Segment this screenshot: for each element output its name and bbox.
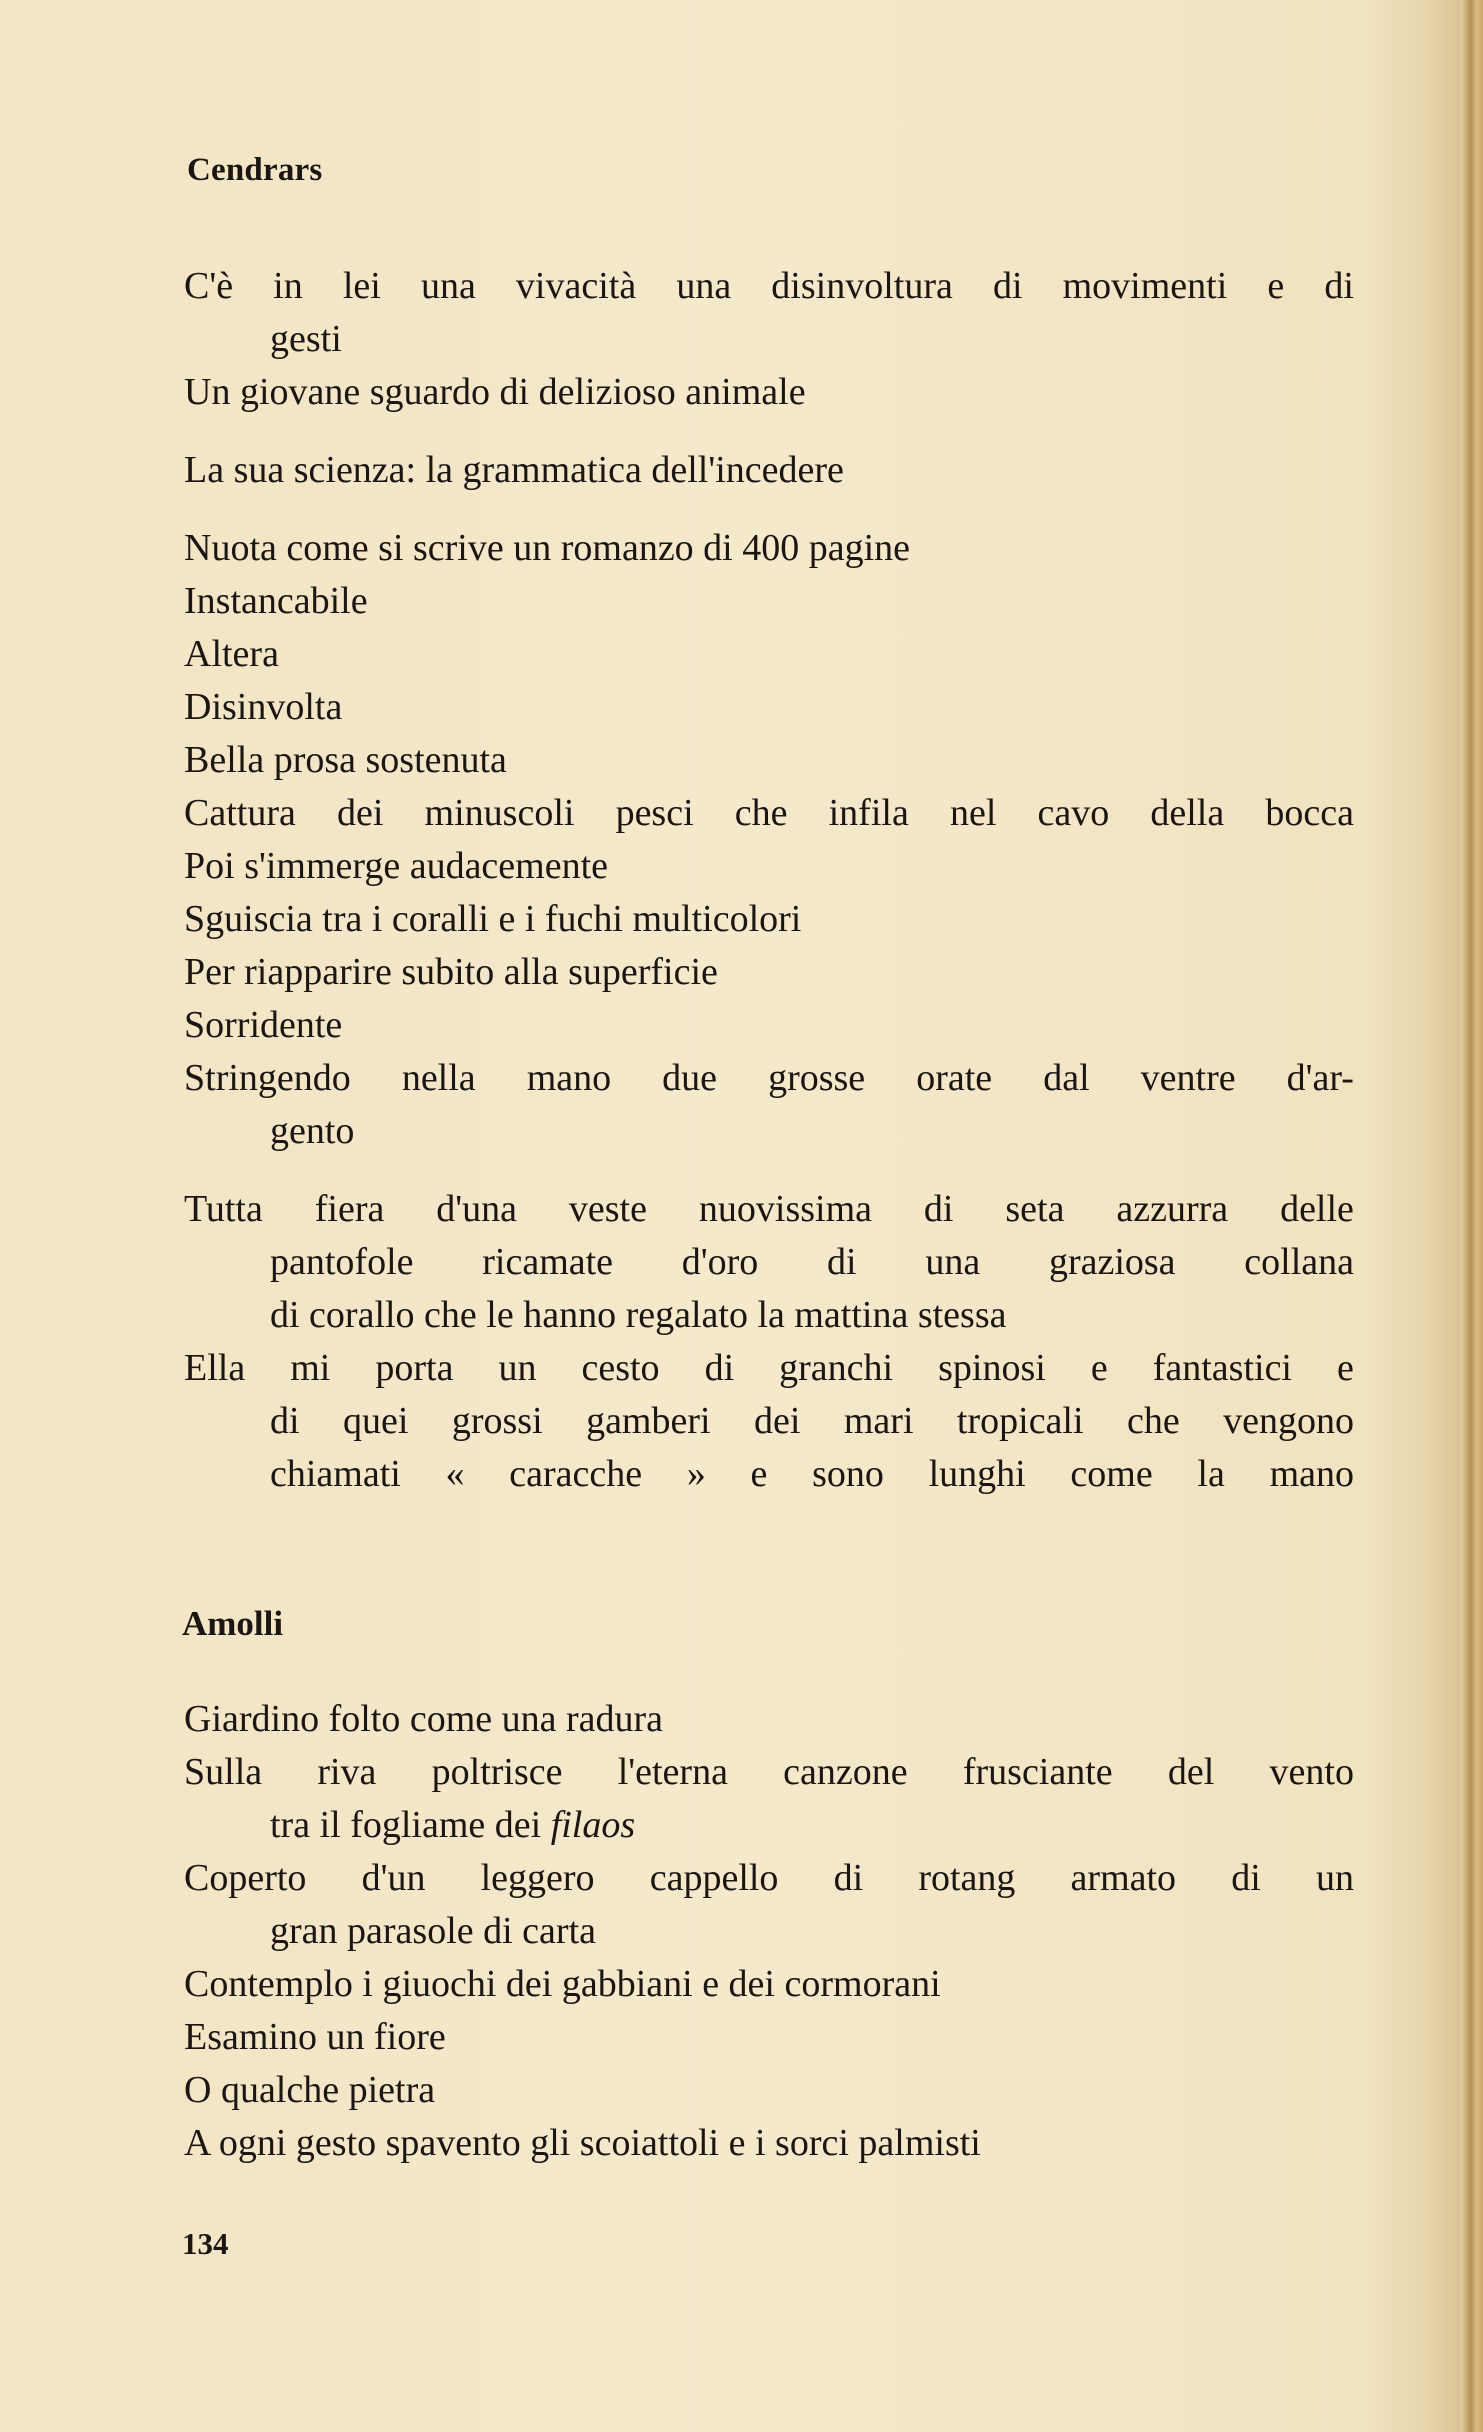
verse-text: Coperto d'un leggero cappello di rotang armato di un [184, 1857, 1354, 1899]
verse-text: Cattura dei minuscoli pesci che infila nel cavo della bocca [184, 792, 1354, 834]
verse-text: Ella mi porta un cesto di granchi spinosi e fantastici e [184, 1347, 1354, 1389]
verse-text: A ogni gesto spavento gli scoiattoli e i sorci palmisti [184, 2122, 981, 2164]
verse-text: Per riapparire subito alla superficie [184, 951, 718, 993]
verse-text: chiamati « caracche » e sono lunghi come la mano [270, 1453, 1354, 1495]
verse-text: Sulla riva poltrisce l'eterna canzone frusciante del vento [184, 1751, 1354, 1793]
verse-text: di corallo che le hanno regalato la mattina stessa [270, 1294, 1007, 1336]
verse-text: gento [270, 1110, 355, 1152]
verse-text: Giardino folto come una radura [184, 1698, 664, 1740]
page-edge [1461, 0, 1483, 2432]
verse-text: Poi s'immerge audacemente [184, 845, 609, 887]
verse-text: gran parasole di carta [270, 1910, 596, 1952]
poem-title: Amolli [182, 1604, 284, 1643]
verse-text: Un giovane sguardo di delizioso animale [184, 371, 806, 413]
verse-text: Tutta fiera d'una veste nuovissima di seta azzurra delle [184, 1188, 1354, 1230]
verse-text: Esamino un fiore [184, 2016, 446, 2058]
verse-text: Bella prosa sostenuta [184, 739, 507, 781]
verse-text-prefix: tra il fogliame dei [270, 1804, 551, 1846]
verse-text: Sguiscia tra i coralli e i fuchi multicolori [184, 898, 802, 940]
italic-word: filaos [550, 1804, 636, 1846]
verse-text [270, 1799, 635, 1852]
verse-text: Stringendo nella mano due grosse orate dal ventre d'ar- [184, 1057, 1354, 1099]
verse-text: La sua scienza: la grammatica dell'incedere [184, 449, 844, 491]
running-head: Cendrars [187, 152, 323, 188]
verse-text: Contemplo i giuochi dei gabbiani e dei cormorani [184, 1963, 941, 2005]
verse-text: Instancabile [184, 580, 368, 622]
verse-text: Nuota come si scrive un romanzo di 400 pagine [184, 527, 911, 569]
verse-text: Altera [184, 633, 279, 675]
verse-text: C'è in lei una vivacità una disinvoltura di movimenti e di [184, 265, 1354, 307]
verse-text: O qualche pietra [184, 2069, 436, 2111]
page-number: 134 [182, 2226, 229, 2261]
verse-text: di quei grossi gamberi dei mari tropicali che vengono [270, 1400, 1354, 1442]
verse-text: pantofole ricamate d'oro di una graziosa collana [270, 1241, 1354, 1283]
verse-text: gesti [270, 318, 342, 360]
verse-text: Sorridente [184, 1004, 343, 1046]
verse-text: Disinvolta [184, 686, 343, 728]
